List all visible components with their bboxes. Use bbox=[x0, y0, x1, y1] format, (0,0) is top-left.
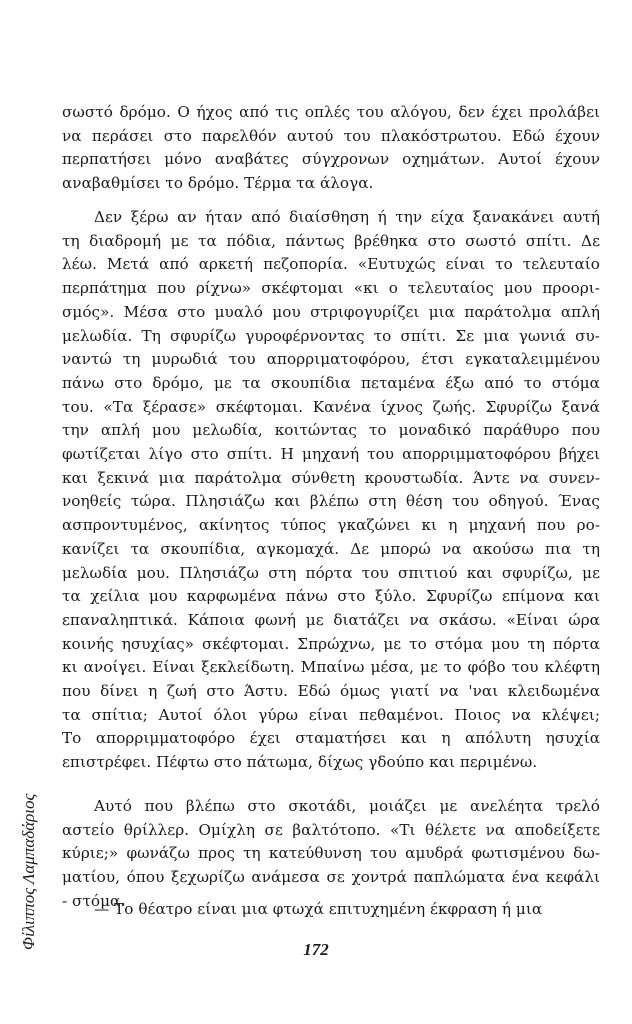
text-line: κοινής ησυχίας» σκέφτομαι. Σπρώχνω, με το στόμα μου τη πόρτα bbox=[62, 634, 600, 653]
text-line: επιστρέφει. Πέφτω στο πάτωμα, δίχως γδούπο και περιμένω. bbox=[62, 753, 538, 772]
text-line: σωστό δρόμο. Ο ήχος από τις οπλές του αλόγου, δεν έχει προλάβει bbox=[62, 103, 600, 121]
paragraph-3 bbox=[62, 795, 600, 914]
text-line: νοηθείς τώρα. Πλησιάζω και βλέπω στη θέση του οδηγού. Ένας bbox=[62, 492, 600, 511]
page-number: 172 bbox=[303, 940, 329, 959]
text-line: αναβαθμίσει το δρόμο. Τέρμα τα άλογα. bbox=[62, 174, 374, 193]
text-line: - στόμα. bbox=[62, 891, 126, 910]
text-line: ασπροντυμένος, ακίνητος τύπος γκαζώνει κι η μηχανή που ρο- bbox=[62, 516, 600, 535]
text-line: που δίνει η ζωή στο Άστυ. Εδώ όμως γιατί να 'ναι κλειδωμένα bbox=[62, 682, 600, 701]
text-line: να περάσει στο παρελθόν αυτού του πλακόστρωτου. Εδώ έχουν bbox=[62, 126, 600, 145]
text-line: τα χείλια μου καρφωμένα πάνω στο ξύλο. Σφυρίζω επίμονα και bbox=[62, 587, 600, 606]
text-line: επαναληπτικά. Κάποια φωνή με διατάζει να σκάσω. «Είναι ώρα bbox=[62, 610, 600, 629]
text-line: — Το θέατρο είναι μια φτωχά επιτυχημένη έκφραση ή μια bbox=[94, 900, 543, 918]
text-line: την απλή μου μελωδία, κοιτώντας το μοναδικό παράθυρο που bbox=[62, 421, 600, 440]
text-line: ματίου, όπου ξεχωρίζω ανάμεσα σε χοντρά παπλώματα ένα κεφάλι bbox=[62, 868, 600, 887]
text-line: ναντώ τη μυρωδιά του απορριματοφόρου, έτσι εγκαταλειμμένου bbox=[62, 350, 600, 369]
text-line: περπάτημα που ρίχνω» σκέφτομαι «κι ο τελευταίος μου προορι- bbox=[62, 279, 600, 298]
text-line: Αυτό που βλέπω στο σκοτάδι, μοιάζει με ανελέητα τρελό bbox=[94, 797, 600, 815]
text-line: φωτίζεται λίγο στο σπίτι. Η μηχανή του απορριμματοφόρου βήχει bbox=[62, 445, 600, 464]
text-line: σμός». Μέσα στο μυαλό μου στριφογυρίζει μια παράτολμα απλή bbox=[62, 302, 600, 321]
text-line: και ξεκινά μια παράτολμα σύνθετη κρουστωδία. Άντε να συνεν- bbox=[62, 468, 600, 487]
paragraph-1 bbox=[62, 101, 600, 196]
text-line: μελωδία μου. Πλησιάζω στη πόρτα του σπιτιού και σφυρίζω, με bbox=[62, 563, 600, 582]
text-line: τα σπίτια; Αυτοί όλοι γύρω είναι πεθαμένοι. Ποιος να κλέψει; bbox=[62, 705, 600, 724]
running-head-author: Φίλιππος Λαμπαδάριος bbox=[19, 793, 38, 950]
text-line: τη διαδρομή με τα πόδια, πάντως βρέθηκα στο σωστό σπίτι. Δε bbox=[62, 231, 600, 250]
paragraph-2 bbox=[62, 206, 600, 775]
text-line: κύριε;» φωνάζω προς τη κατεύθυνση του αμυδρά φωτισμένου δω- bbox=[62, 844, 600, 863]
text-line: μελωδία. Τη σφυρίζω γυροφέρνοντας το σπίτι. Σε μια γωνιά συ- bbox=[62, 326, 600, 345]
text-line: περπατήσει μόνο αναβάτες σύγχρονων οχημάτων. Αυτοί έχουν bbox=[62, 150, 600, 169]
text-line: κι ανοίγει. Είναι ξεκλείδωτη. Μπαίνω μέσα, με το φόβο του κλέφτη bbox=[62, 658, 600, 677]
text-line: πάνω στο δρόμο, με τα σκουπίδια πεταμένα έξω από το στόμα bbox=[62, 373, 600, 392]
text-line: του. «Τα ξέρασε» σκέφτομαι. Κανένα ίχνος ζωής. Σφυρίζω ξανά bbox=[62, 397, 600, 416]
text-line: λέω. Μετά από αρκετή πεζοπορία. «Ευτυχώς είναι το τελευταίο bbox=[62, 255, 600, 274]
text-line: Δεν ξέρω αν ήταν από διαίσθηση ή την είχα ξανακάνει αυτή bbox=[94, 208, 600, 226]
text-line: Το απορριμματοφόρο έχει σταματήσει και η απόλυτη ησυχία bbox=[62, 729, 600, 748]
text-line: αστείο θρίλλερ. Ομίχλη σε βαλτότοπο. «Τι θέλετε να αποδείξετε bbox=[62, 820, 600, 839]
paragraph-4 bbox=[62, 898, 600, 922]
text-line: κανίζει τα σκουπίδια, αγκομαχά. Δε μπορώ να ακούσω πια τη bbox=[62, 539, 600, 558]
